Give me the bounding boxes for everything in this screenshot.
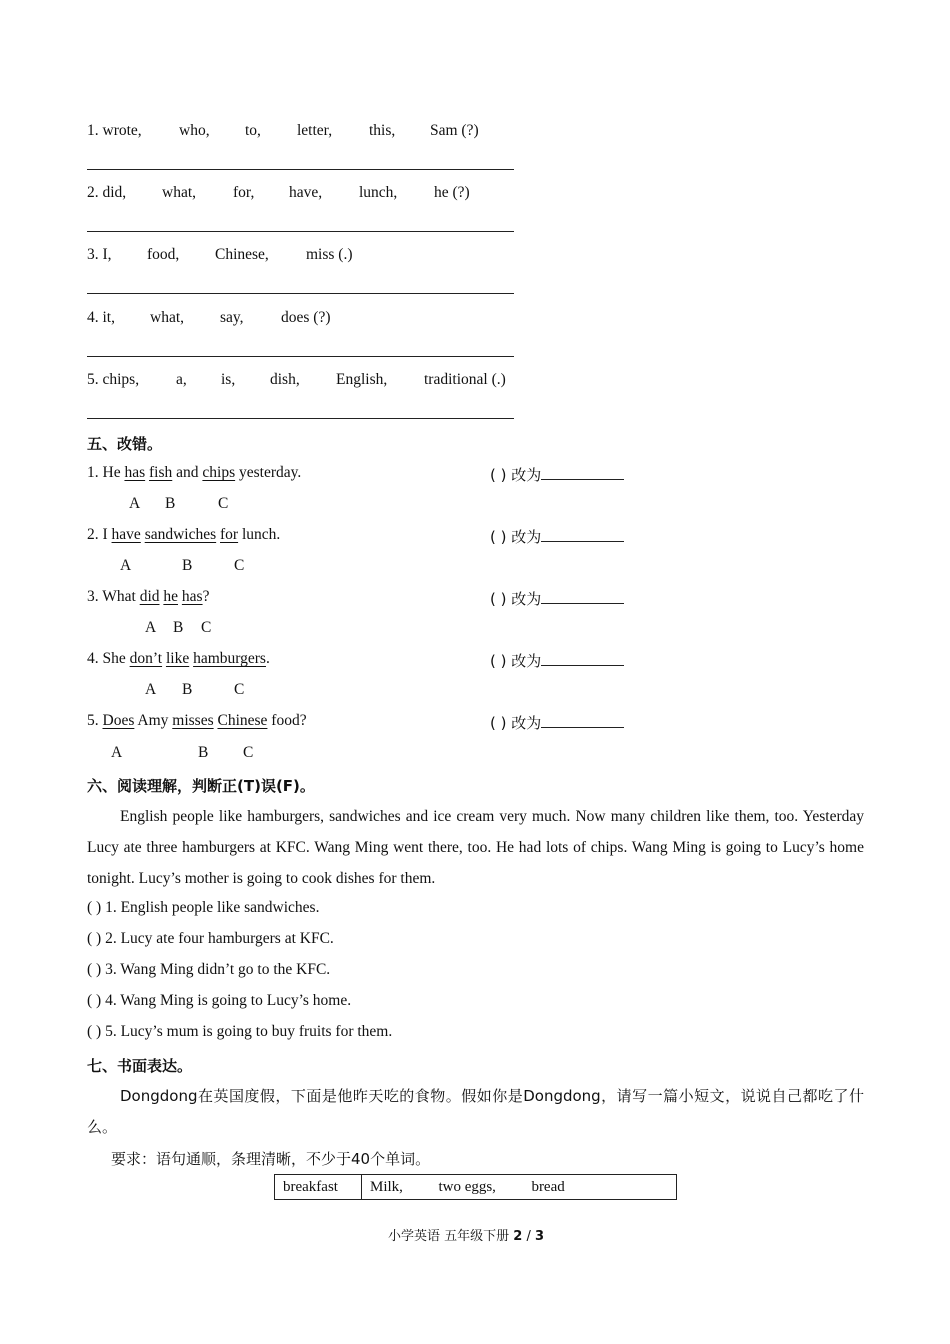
word: Sam (?) bbox=[430, 122, 479, 139]
tf-question: ( ) 2. Lucy ate four hamburgers at KFC. bbox=[87, 930, 334, 947]
answer-paren[interactable]: ( ) bbox=[87, 930, 102, 947]
option-c: Chinese bbox=[217, 712, 268, 729]
word: 2. did, bbox=[87, 184, 127, 201]
word: miss (.) bbox=[306, 246, 353, 263]
word: does (?) bbox=[281, 309, 331, 326]
tf-question: ( ) 5. Lucy’s mum is going to buy fruits for them. bbox=[87, 1023, 393, 1040]
correction-sentence: 3. What did he has? bbox=[87, 588, 210, 605]
option-b: misses bbox=[172, 712, 214, 729]
correction-sentence: 5. Does Amy misses Chinese food? bbox=[87, 712, 307, 729]
word: Chinese, bbox=[215, 246, 269, 263]
letter-label: B bbox=[165, 495, 176, 512]
letter-label: B bbox=[198, 744, 209, 761]
word: who, bbox=[179, 122, 210, 139]
letter-label: B bbox=[182, 557, 193, 574]
option-c: has bbox=[181, 588, 203, 605]
option-a: have bbox=[111, 526, 141, 543]
option-a: did bbox=[139, 588, 160, 605]
option-b: sandwiches bbox=[144, 526, 217, 543]
letter-label: C bbox=[201, 619, 212, 636]
answer-line[interactable] bbox=[87, 356, 514, 357]
word: lunch, bbox=[359, 184, 398, 201]
writing-requirement: 要求：语句通顺，条理清晰，不少于40个单词。 bbox=[111, 1150, 431, 1168]
reading-passage: English people like hamburgers, sandwiches and ice cream very much. Now many children like them, too. Yesterday Lucy ate three hamburgers at KFC. Wang Ming went there, too. He had lots of chips. Wang Ming is going to Lucy’s home tonight. Lucy’s mother is going to cook dishes for them. bbox=[87, 808, 864, 887]
letter-label: B bbox=[182, 681, 193, 698]
option-a: Does bbox=[102, 712, 135, 729]
answer-paren[interactable]: ( ) bbox=[87, 961, 102, 978]
answer-paren[interactable]: ( ) bbox=[87, 992, 102, 1009]
food-table bbox=[274, 1174, 677, 1200]
word: 5. chips, bbox=[87, 371, 140, 388]
food-cell: Milk, two eggs, bread bbox=[362, 1175, 677, 1200]
word: this, bbox=[369, 122, 396, 139]
meal-cell: breakfast bbox=[275, 1175, 362, 1200]
word: letter, bbox=[297, 122, 333, 139]
section-heading: 六、阅读理解，判断正(T)误(F)。 bbox=[87, 777, 315, 795]
tf-question: ( ) 1. English people like sandwiches. bbox=[87, 899, 320, 916]
word: English, bbox=[336, 371, 388, 388]
answer-blank[interactable]: ( ) 改为 bbox=[490, 588, 624, 609]
word: 3. I, bbox=[87, 246, 112, 263]
answer-blank[interactable]: ( ) 改为 bbox=[490, 464, 624, 485]
word: say, bbox=[220, 309, 244, 326]
word: what, bbox=[162, 184, 197, 201]
letter-label: C bbox=[218, 495, 229, 512]
section-heading: 五、改错。 bbox=[87, 435, 163, 453]
answer-paren[interactable]: ( ) bbox=[87, 1023, 102, 1040]
word: food, bbox=[147, 246, 180, 263]
option-c: chips bbox=[202, 464, 236, 481]
section-heading: 七、书面表达。 bbox=[87, 1057, 193, 1075]
answer-line[interactable] bbox=[87, 418, 514, 419]
answer-line[interactable] bbox=[87, 293, 514, 294]
answer-line[interactable] bbox=[87, 169, 514, 170]
correction-sentence: 1. He has fish and chips yesterday. bbox=[87, 464, 302, 481]
option-b: like bbox=[165, 650, 190, 667]
letter-label: A bbox=[120, 557, 132, 574]
word: what, bbox=[150, 309, 185, 326]
option-c: hamburgers bbox=[193, 650, 266, 667]
tf-question: ( ) 4. Wang Ming is going to Lucy’s home. bbox=[87, 992, 352, 1009]
correction-sentence: 4. She don’t like hamburgers. bbox=[87, 650, 270, 667]
answer-paren[interactable]: ( ) bbox=[87, 899, 102, 916]
word: he (?) bbox=[434, 184, 470, 201]
word: traditional (.) bbox=[424, 371, 506, 388]
letter-label: C bbox=[234, 557, 245, 574]
word: a, bbox=[176, 371, 187, 388]
letter-label: A bbox=[111, 744, 123, 761]
page-footer: 小学英语 五年级下册 2 / 3 bbox=[388, 1229, 545, 1244]
option-b: fish bbox=[149, 464, 173, 481]
word: is, bbox=[221, 371, 236, 388]
table-row bbox=[275, 1175, 677, 1200]
writing-prompt: Dongdong在英国度假，下面是他昨天吃的食物。假如你是Dongdong，请写一篇小短文，说说自己都吃了什么。 bbox=[87, 1087, 864, 1136]
option-c: for bbox=[220, 526, 239, 543]
word: to, bbox=[245, 122, 261, 139]
answer-blank[interactable]: ( ) 改为 bbox=[490, 712, 624, 733]
tf-question: ( ) 3. Wang Ming didn’t go to the KFC. bbox=[87, 961, 331, 978]
letter-label: B bbox=[173, 619, 184, 636]
letter-label: A bbox=[145, 681, 157, 698]
word: have, bbox=[289, 184, 323, 201]
letter-label: A bbox=[145, 619, 157, 636]
answer-blank[interactable]: ( ) 改为 bbox=[490, 650, 624, 671]
word: for, bbox=[233, 184, 255, 201]
word: 1. wrote, bbox=[87, 122, 142, 139]
answer-blank[interactable]: ( ) 改为 bbox=[490, 526, 624, 547]
letter-label: A bbox=[129, 495, 141, 512]
option-b: he bbox=[163, 588, 179, 605]
word: dish, bbox=[270, 371, 300, 388]
option-a: don’t bbox=[129, 650, 163, 667]
option-a: has bbox=[124, 464, 146, 481]
word: 4. it, bbox=[87, 309, 115, 326]
letter-label: C bbox=[243, 744, 254, 761]
correction-sentence: 2. I have sandwiches for lunch. bbox=[87, 526, 281, 543]
letter-label: C bbox=[234, 681, 245, 698]
answer-line[interactable] bbox=[87, 231, 514, 232]
